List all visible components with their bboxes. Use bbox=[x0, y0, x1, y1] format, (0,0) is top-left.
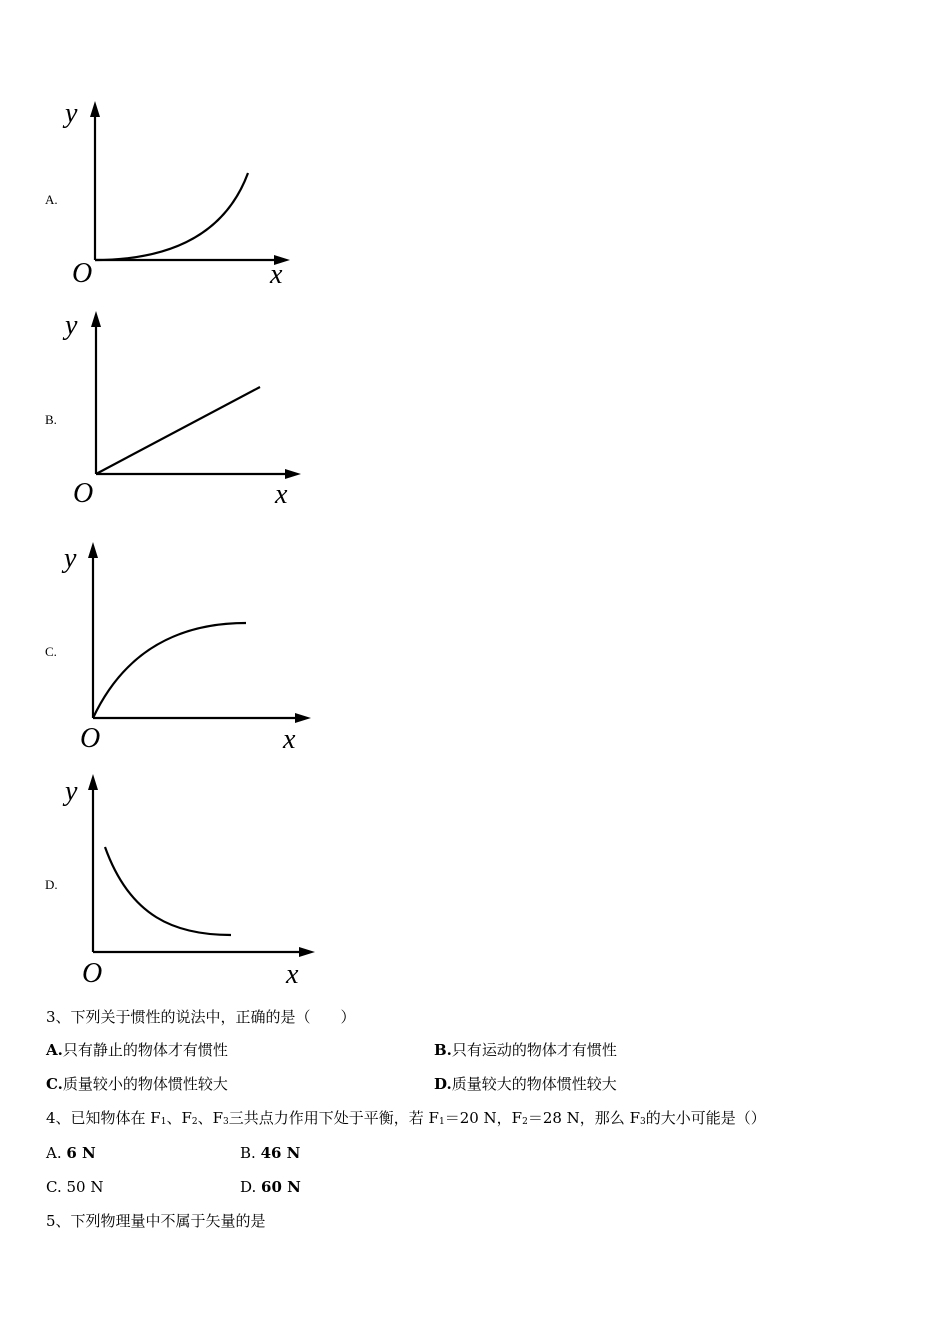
question-3-option-b bbox=[434, 1040, 617, 1060]
graph-b-line bbox=[96, 387, 260, 474]
subscript: 1 bbox=[438, 1117, 445, 1127]
graph-a-origin-label: O bbox=[72, 258, 93, 289]
graph-d-x-arrow bbox=[299, 947, 315, 957]
graph-c-y-label: y bbox=[64, 543, 77, 574]
graph-d-curve bbox=[105, 847, 231, 935]
option-letter: C. bbox=[46, 1178, 62, 1196]
option-text: 只有静止的物体才有惯性 bbox=[62, 1041, 228, 1059]
graph-c bbox=[60, 540, 320, 755]
graph-b bbox=[61, 309, 311, 509]
graph-a-y-arrow bbox=[90, 101, 100, 117]
graph-a-option-label: A. bbox=[45, 192, 58, 207]
option-letter: D. bbox=[434, 1075, 452, 1093]
graph-a bbox=[60, 95, 300, 295]
graph-b-x-arrow bbox=[285, 469, 301, 479]
graph-c-curve bbox=[93, 623, 246, 718]
option-letter: B. bbox=[240, 1144, 256, 1162]
option-value: 60 N bbox=[261, 1178, 301, 1196]
stem-part: 、F bbox=[197, 1109, 224, 1127]
question-3-option-c bbox=[46, 1074, 228, 1094]
option-text: 质量较小的物体惯性较大 bbox=[62, 1075, 228, 1093]
question-3-option-a bbox=[46, 1040, 228, 1060]
option-letter: B. bbox=[434, 1041, 452, 1059]
graph-d-y-arrow bbox=[88, 774, 98, 790]
subscript: 2 bbox=[191, 1117, 198, 1127]
question-4-option-b bbox=[240, 1143, 300, 1163]
graph-d bbox=[60, 772, 325, 990]
subscript: 1 bbox=[160, 1117, 167, 1127]
option-text: 质量较大的物体惯性较大 bbox=[451, 1075, 617, 1093]
graph-c-x-arrow bbox=[295, 713, 311, 723]
graph-d-x-label: x bbox=[286, 959, 299, 990]
question-5-stem: 5、下列物理量中不属于矢量的是 bbox=[46, 1212, 266, 1230]
option-letter: D. bbox=[240, 1178, 257, 1196]
stem-part: 三共点力作用下处于平衡，若 F bbox=[228, 1109, 439, 1127]
stem-part: 4、已知物体在 F bbox=[46, 1109, 161, 1127]
stem-part: ＝20 N，F bbox=[444, 1109, 523, 1127]
graph-c-y-arrow bbox=[88, 542, 98, 558]
question-3-option-d bbox=[434, 1074, 617, 1094]
graph-a-x-label: x bbox=[270, 259, 283, 290]
option-value: 6 N bbox=[66, 1144, 96, 1162]
graph-c-option-label: C. bbox=[45, 644, 57, 659]
graph-d-y-label: y bbox=[65, 776, 78, 807]
graph-c-x-label: x bbox=[283, 724, 296, 755]
option-letter: C. bbox=[46, 1075, 63, 1093]
graph-b-x-label: x bbox=[275, 479, 288, 510]
graph-a-y-label: y bbox=[65, 98, 78, 129]
graph-c-origin-label: O bbox=[80, 723, 101, 754]
graph-a-curve bbox=[95, 173, 248, 260]
subscript: 3 bbox=[223, 1117, 229, 1127]
question-4-option-c bbox=[46, 1177, 103, 1197]
graph-b-y-arrow bbox=[91, 311, 101, 327]
subscript: 2 bbox=[522, 1117, 528, 1127]
option-value: 46 N bbox=[260, 1144, 301, 1162]
question-3-stem: 3、下列关于惯性的说法中，正确的是（ ） bbox=[46, 1008, 356, 1026]
option-letter: A. bbox=[46, 1144, 62, 1162]
graph-b-origin-label: O bbox=[73, 478, 94, 509]
question-4-stem bbox=[46, 1108, 766, 1128]
graph-d-option-label: D. bbox=[45, 877, 58, 892]
stem-part: 的大小可能是（） bbox=[645, 1109, 766, 1127]
graph-b-y-label: y bbox=[65, 310, 78, 341]
option-text: 只有运动的物体才有惯性 bbox=[451, 1041, 617, 1059]
stem-part: ＝28 N，那么 F bbox=[527, 1109, 640, 1127]
option-letter: A. bbox=[46, 1041, 63, 1059]
graph-d-origin-label: O bbox=[82, 958, 103, 989]
graph-b-option-label: B. bbox=[45, 412, 57, 427]
question-4-option-d bbox=[240, 1177, 301, 1197]
subscript: 3 bbox=[639, 1117, 646, 1127]
option-value: 50 N bbox=[66, 1178, 104, 1196]
question-4-option-a bbox=[46, 1143, 96, 1163]
stem-part: 、F bbox=[166, 1109, 192, 1127]
